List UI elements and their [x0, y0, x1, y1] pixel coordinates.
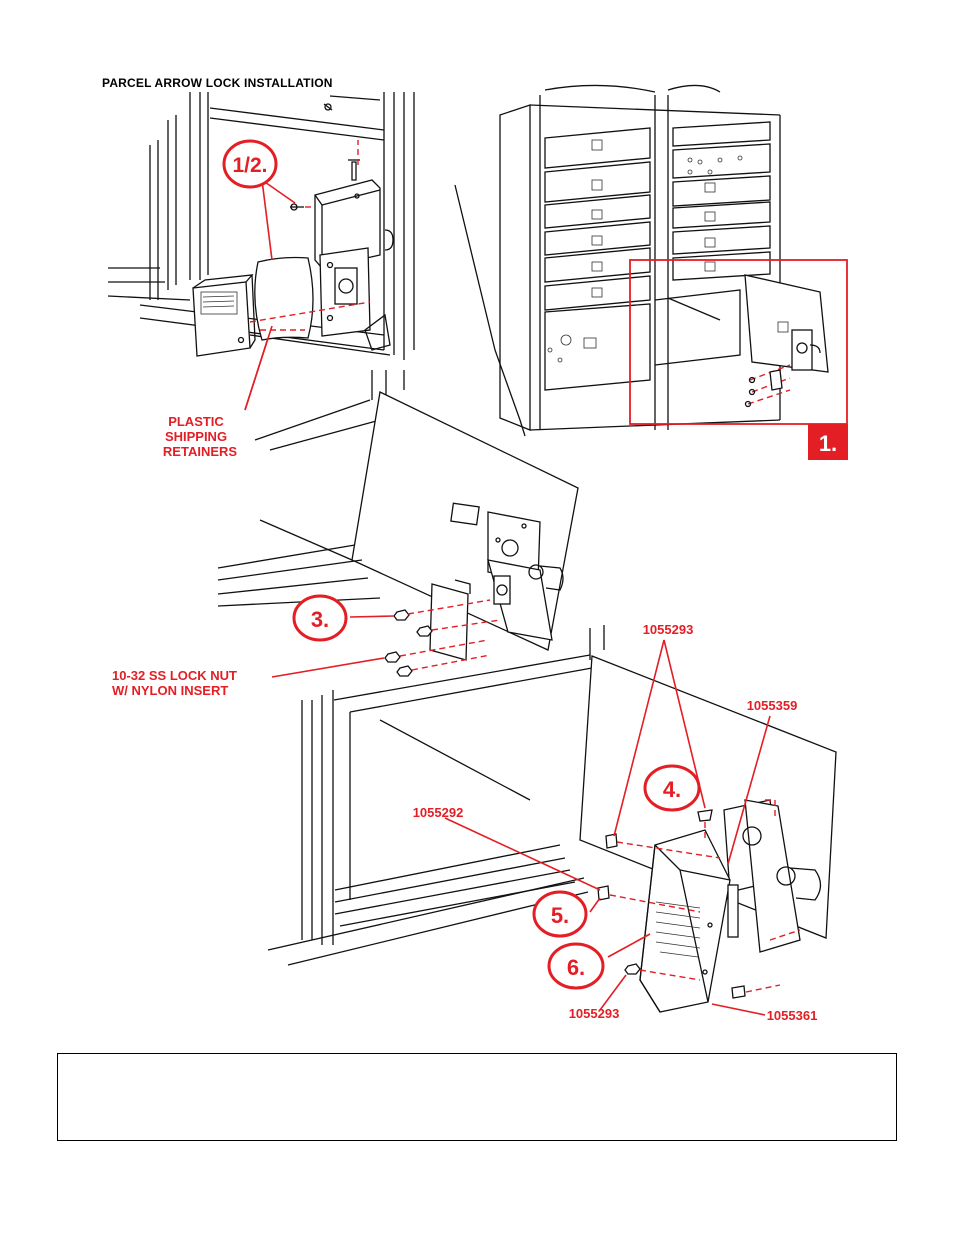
page-title: PARCEL ARROW LOCK INSTALLATION — [102, 76, 333, 90]
step-label-6: 6. — [566, 955, 586, 980]
retainers-label-line1: PLASTIC — [168, 414, 224, 429]
locknut-label-line1: 10-32 SS LOCK NUT — [112, 668, 237, 683]
part-1055292: 1055292 — [412, 805, 464, 820]
detail-step-3 — [218, 370, 578, 677]
detail-top-left — [108, 92, 414, 410]
part-1055359: 1055359 — [746, 698, 798, 713]
step-label-1-2: 1/2. — [232, 154, 268, 177]
step-bubble-6 — [549, 944, 603, 988]
part-1055293-top: 1055293 — [642, 622, 694, 637]
step-bubble-5 — [534, 892, 586, 936]
retainers-label-line3: RETAINERS — [162, 444, 238, 459]
step-label-3: 3. — [310, 607, 330, 632]
step-bubble-4 — [645, 766, 699, 810]
step-label-5: 5. — [550, 903, 570, 928]
notes-box — [57, 1053, 897, 1141]
part-1055361: 1055361 — [766, 1008, 818, 1023]
lock-nut-icons — [385, 610, 432, 676]
retainers-label-line2: SHIPPING — [164, 429, 228, 444]
step-label-4: 4. — [662, 777, 682, 802]
step-label-1: 1. — [818, 431, 838, 456]
step-bubble-3 — [294, 596, 346, 640]
part-1055293-bottom: 1055293 — [568, 1006, 620, 1021]
locknut-label-line2: W/ NYLON INSERT — [112, 683, 229, 698]
detail-cluster-overview — [455, 85, 848, 460]
step-bubble-1-2 — [224, 141, 276, 187]
